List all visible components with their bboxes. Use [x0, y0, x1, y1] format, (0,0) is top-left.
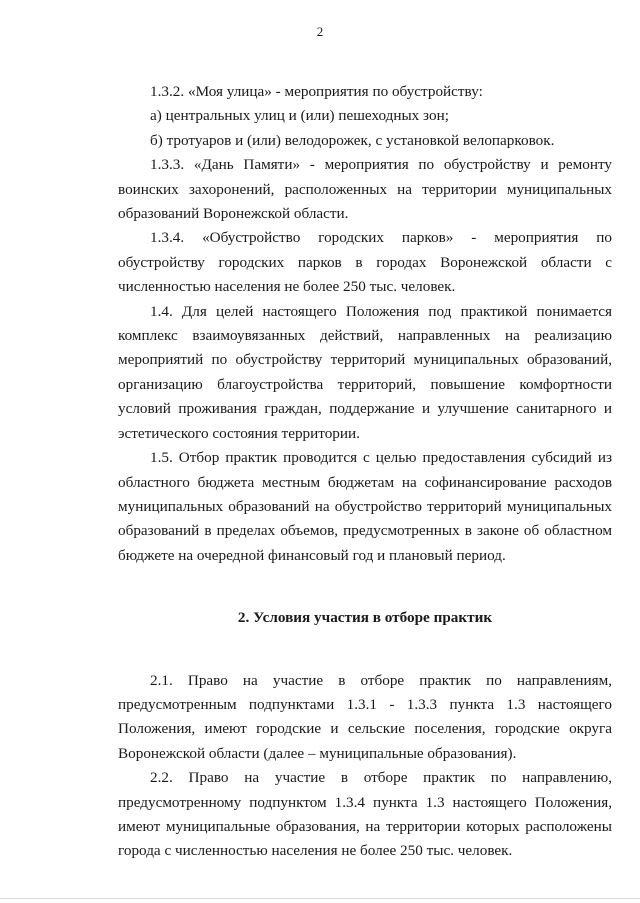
paragraph-1-3-2-b: б) тротуаров и (или) велодорожек, с установкой велопарковок. [150, 131, 555, 149]
paragraph-1-5: 1.5. Отбор практик проводится с целью предоставления субсидий из областного бюджета местным бюджетам на софинансирование расходов муниципальных образований на обустройство территорий муниципальных образований в пределах объемов, предусмотренных в законе об областном бюджете на очередной финансовый год и плановый период. [118, 449, 612, 564]
paragraph-1-4: 1.4. Для целей настоящего Положения под практикой понимается комплекс взаимоувязанных действий, направленных на реализацию мероприятий по обустройству территорий муниципальных образований, организацию благоустройства территорий, повышение комфортности условий проживания граждан, поддержание и улучшение санитарного и эстетического состояния территории. [118, 302, 612, 442]
paragraph-1-3-2-a: а) центральных улиц и (или) пешеходных зон; [150, 107, 449, 125]
page-number: 2 [316, 24, 324, 39]
scan-edge-line [0, 898, 640, 899]
paragraph-1-3-4: 1.3.4. «Обустройство городских парков» - мероприятия по обустройству городских парков в городах Воронежской области с численностью населения не более 250 тыс. человек. [118, 229, 612, 296]
paragraph-1-3-2: 1.3.2. «Моя улица» - мероприятия по обустройству: [150, 83, 483, 100]
paragraph-2-2: 2.2. Право на участие в отборе практик по направлению, предусмотренному подпунктом 1.3.4 пункта 1.3 настоящего Положения, имеют муниципальные образования, на территории которых расположены города с численностью населения не более 250 тыс. человек. [118, 769, 612, 860]
paragraph-1-3-3: 1.3.3. «Дань Памяти» - мероприятия по обустройству и ремонту воинских захоронений, расположенных на территории муниципальных образований Воронежской области. [118, 156, 612, 223]
section-title: 2. Условия участия в отборе практик [237, 609, 493, 627]
document-body [118, 80, 612, 864]
paragraph-2-1: 2.1. Право на участие в отборе практик по направлениям, предусмотренным подпунктами 1.3.1 - 1.3.3 пункта 1.3 настоящего Положения, имеют городские и сельские поселения, городские округа Воронежской области (далее – муниципальные образования). [118, 671, 612, 762]
